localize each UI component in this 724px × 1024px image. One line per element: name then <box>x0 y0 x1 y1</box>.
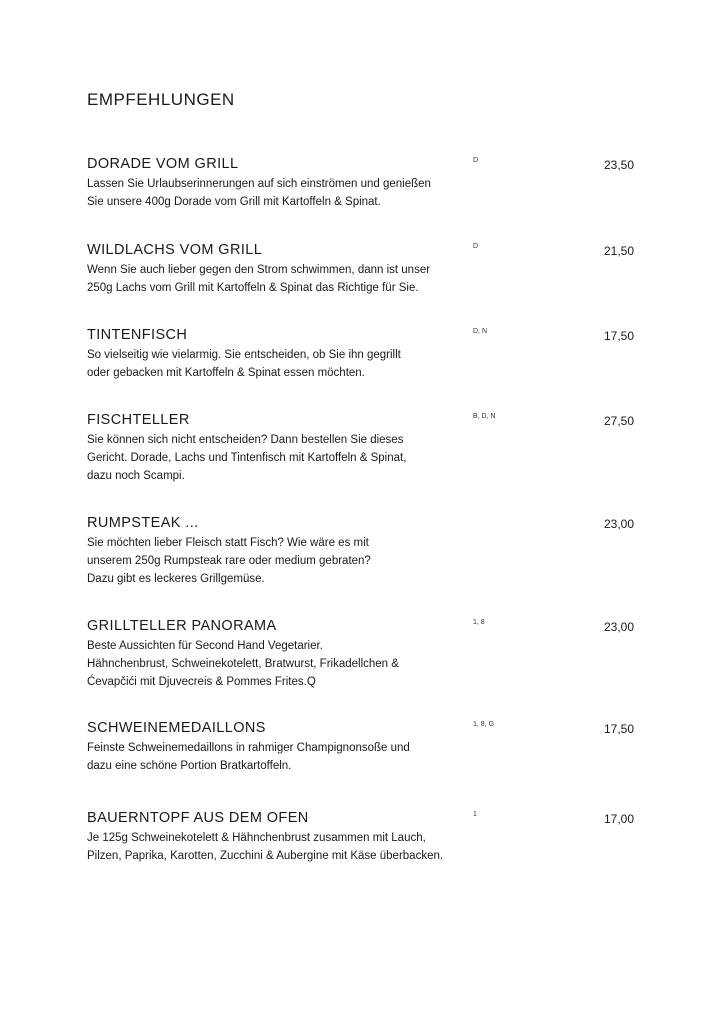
menu-item-name: GRILLTELLER PANORAMA <box>87 618 277 634</box>
menu-item-price: 23,00 <box>603 620 634 634</box>
menu-item-description: Beste Aussichten für Second Hand Vegetarier. Hähnchenbrust, Schweinekotelett, Bratwurst, Frikadellchen & Ćevapčići mit Djuvecreis & Pommes Frites.Q <box>87 640 399 688</box>
menu-item-description: So vielseitig wie vielarmig. Sie entscheiden, ob Sie ihn gegrillt oder gebacken mit Kartoffeln & Spinat essen möchten. <box>87 349 401 379</box>
menu-item-price: 23,00 <box>603 517 634 531</box>
menu-item-allergens: 1 <box>473 811 477 818</box>
menu-item-description: Lassen Sie Urlaubserinnerungen auf sich einströmen und genießen Sie unsere 400g Dorade vom Grill mit Kartoffeln & Spinat. <box>87 178 431 208</box>
page-title: EMPFEHLUNGEN <box>87 90 235 109</box>
menu-item-dorade <box>87 154 647 211</box>
menu-item-name: TINTENFISCH <box>87 327 188 343</box>
menu-item-price: 17,50 <box>603 329 634 343</box>
menu-item-wildlachs <box>87 240 647 297</box>
menu-item-price: 23,50 <box>603 158 634 172</box>
menu-item-name: DORADE VOM GRILL <box>87 156 239 172</box>
menu-item-description: Wenn Sie auch lieber gegen den Strom schwimmen, dann ist unser 250g Lachs vom Grill mit Kartoffeln & Spinat das Richtige für Sie. <box>87 264 431 294</box>
menu-item-allergens: D, N <box>473 328 487 335</box>
menu-item-price: 21,50 <box>603 244 634 258</box>
menu-item-allergens: 1, 8 <box>473 619 485 626</box>
menu-item-price: 17,50 <box>603 722 634 736</box>
menu-item-bauerntopf <box>87 808 647 865</box>
menu-item-name: BAUERNTOPF AUS DEM OFEN <box>87 810 309 826</box>
menu-item-schweinemedaillons <box>87 718 647 775</box>
menu-item-name: RUMPSTEAK ... <box>87 515 199 531</box>
menu-item-description: Feinste Schweinemedaillons in rahmiger Champignonsoße und dazu eine schöne Portion Bratkartoffeln. <box>87 742 410 772</box>
menu-item-allergens: 1, 8, G <box>473 721 495 728</box>
menu-item-allergens: B, D, N <box>473 413 496 420</box>
menu-item-grillteller <box>87 616 647 691</box>
menu-item-description: Sie können sich nicht entscheiden? Dann bestellen Sie dieses Gericht. Dorade, Lachs und Tintenfisch mit Kartoffeln & Spinat, dazu noch Scampi. <box>87 434 407 482</box>
menu-item-price: 27,50 <box>603 414 634 428</box>
menu-item-description: Sie möchten lieber Fleisch statt Fisch? Wie wäre es mit unserem 250g Rumpsteak rare oder medium gebraten? Dazu gibt es leckeres Grillgemüse. <box>87 537 371 585</box>
menu-item-allergens: D <box>473 157 479 164</box>
menu-item-tintenfisch <box>87 325 647 382</box>
menu-item-description: Je 125g Schweinekotelett & Hähnchenbrust zusammen mit Lauch, Pilzen, Paprika, Karotten, Zucchini & Aubergine mit Käse überbacken. <box>87 832 444 862</box>
menu-item-name: WILDLACHS VOM GRILL <box>87 242 263 258</box>
menu-item-fischteller <box>87 410 647 485</box>
menu-item-name: FISCHTELLER <box>87 412 190 428</box>
menu-item-allergens: D <box>473 243 479 250</box>
menu-item-rumpsteak <box>87 513 647 588</box>
menu-item-price: 17,00 <box>603 812 634 826</box>
menu-item-name: SCHWEINEMEDAILLONS <box>87 720 266 736</box>
